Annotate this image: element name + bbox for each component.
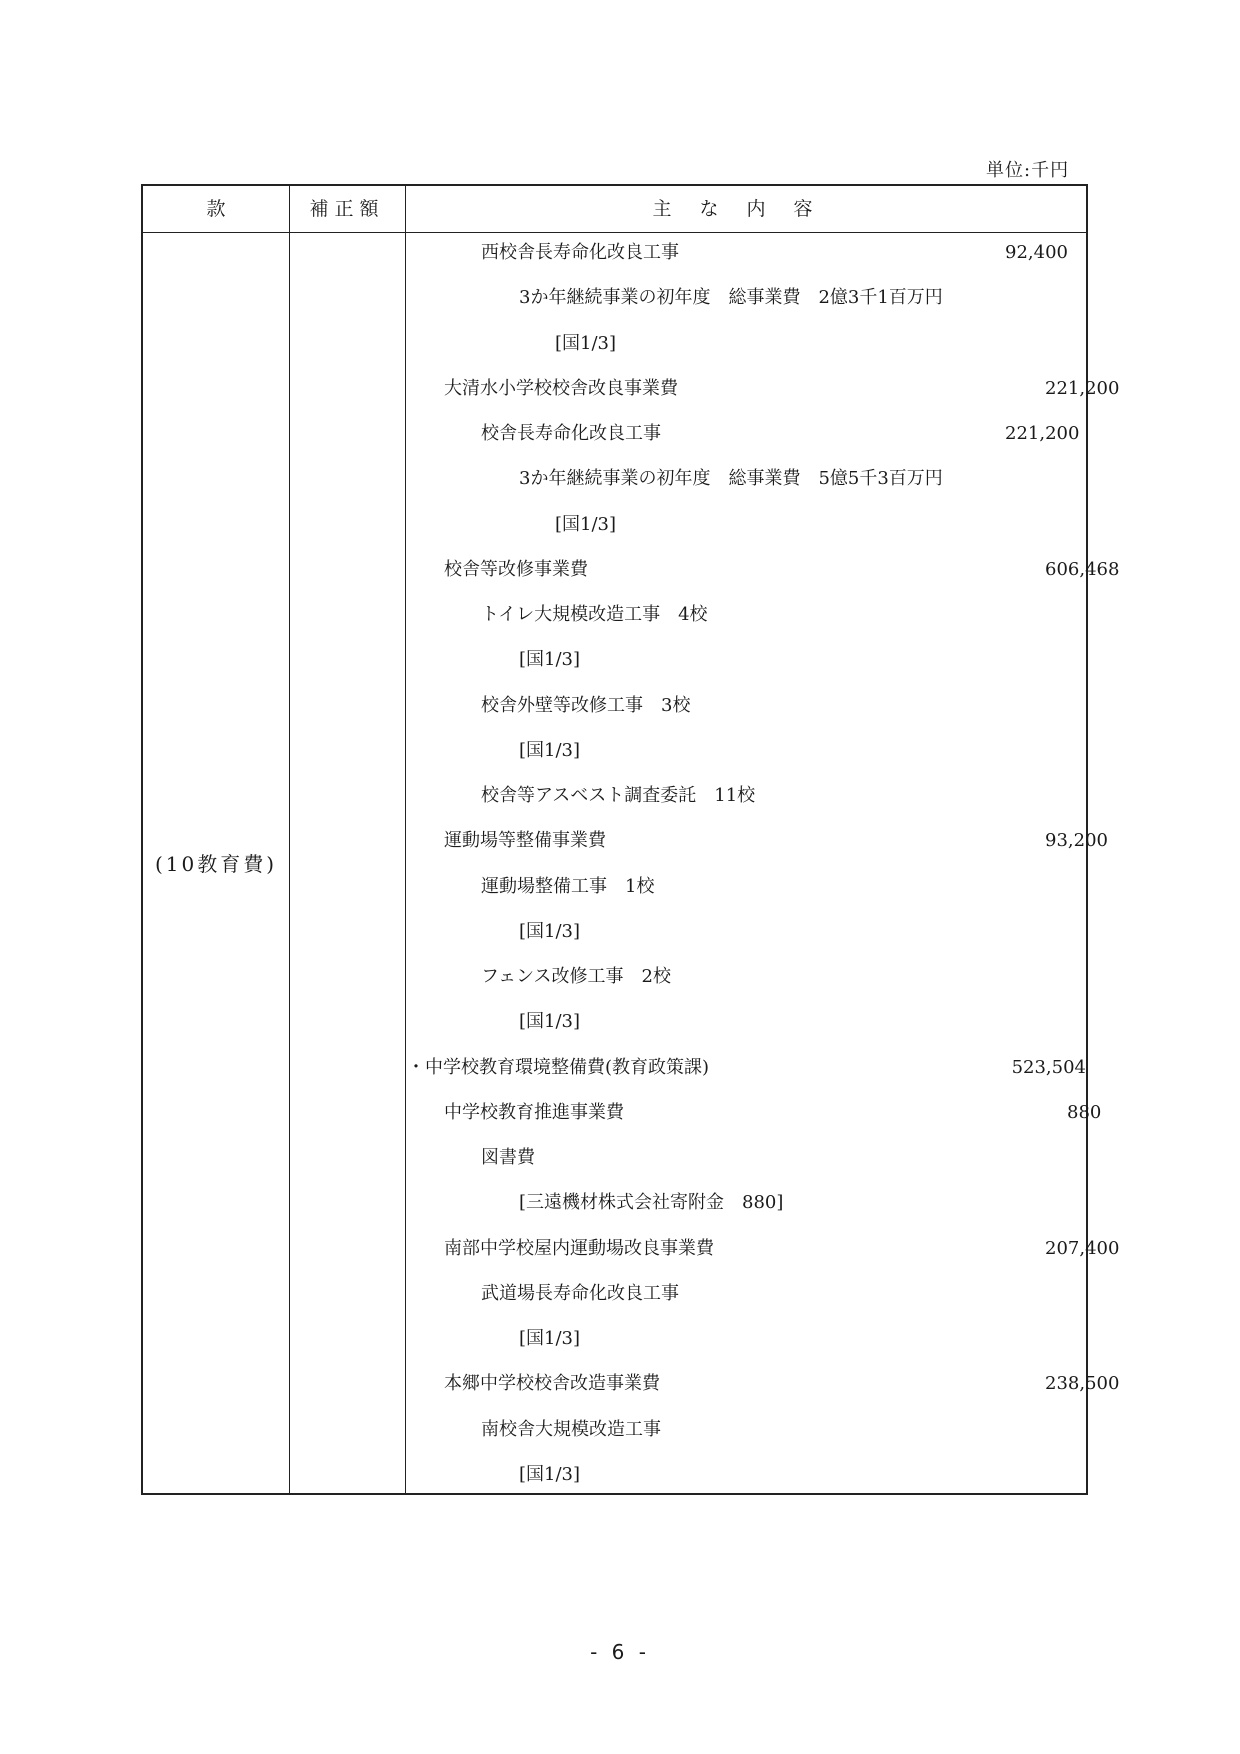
row-text: トイレ大規模改造工事 4校: [481, 604, 708, 625]
row-text: [国1/3]: [519, 1463, 581, 1485]
row-text: 南部中学校屋内運動場改良事業費: [444, 1237, 714, 1259]
row-value: 606,468: [1045, 558, 1120, 580]
content-row: [405, 911, 1088, 956]
row-text: 南校舎大規模改造工事: [481, 1418, 661, 1440]
content-row: [405, 775, 1088, 820]
content-row: [405, 1047, 1088, 1092]
content-row: [405, 1273, 1088, 1318]
row-text: 運動場等整備事業費: [444, 830, 606, 852]
row-text: [国1/3]: [519, 739, 581, 761]
row-text: 校舎外壁等改修工事 3校: [481, 694, 691, 716]
content-row: [405, 730, 1088, 775]
row-text: 武道場長寿命化改良工事: [481, 1282, 679, 1304]
content-row: [405, 594, 1088, 639]
content-row: [405, 1182, 1088, 1227]
row-value: 93,200: [1045, 830, 1108, 852]
content-row: [405, 1363, 1120, 1408]
content-row: [405, 1454, 1088, 1499]
row-text: [国1/3]: [519, 1328, 581, 1349]
content-row: [405, 1137, 1088, 1182]
content-row: [405, 549, 1120, 594]
row-text: [国1/3]: [519, 649, 581, 671]
row-text: 校舎等改修事業費: [444, 558, 588, 580]
content-row: [405, 1409, 1088, 1454]
row-text: [国1/3]: [519, 1011, 581, 1033]
row-value: 238,500: [1045, 1373, 1120, 1395]
header-amount: 補正額: [309, 198, 385, 220]
page-number: - 6 -: [590, 1640, 650, 1664]
row-text: [国1/3]: [555, 332, 617, 354]
row-text: 校舎長寿命化改良工事: [481, 423, 661, 444]
content-rows: [405, 232, 1120, 1499]
row-text: 校舎等アスベスト調査委託 11校: [481, 785, 756, 806]
content-row: [405, 1001, 1088, 1046]
row-text: 大清水小学校校舎改良事業費: [444, 377, 678, 399]
row-value: 880: [1067, 1101, 1102, 1123]
content-row: [405, 956, 1088, 1001]
row-text: フェンス改修工事 2校: [481, 966, 672, 987]
column-divider: [289, 186, 290, 1493]
content-row: [405, 368, 1120, 413]
content-row: [405, 685, 1088, 730]
row-value: 221,200: [1005, 423, 1080, 444]
content-row: [405, 504, 1088, 549]
header-kan: 款: [206, 198, 226, 220]
content-row: [405, 277, 1088, 322]
header-content: 主な内容: [652, 198, 841, 220]
row-text: 本郷中学校校舎改造事業費: [444, 1373, 660, 1395]
row-text: 運動場整備工事 1校: [481, 875, 655, 897]
row-text: 3か年継続事業の初年度 総事業費 5億5千3百万円: [519, 468, 943, 490]
content-row: [405, 1092, 1102, 1137]
row-text: [国1/3]: [519, 920, 581, 942]
row-text: 3か年継続事業の初年度 総事業費 2億3千1百万円: [519, 287, 943, 309]
budget-table: [141, 184, 1120, 1495]
row-text: ・中学校教育環境整備費(教育政策課): [407, 1056, 710, 1078]
content-row: [405, 458, 1088, 503]
row-value: 207,400: [1045, 1237, 1120, 1259]
kan-value: (10教育費): [154, 852, 278, 876]
row-text: 図書費: [481, 1147, 535, 1168]
row-text: 中学校教育推進事業費: [444, 1101, 624, 1123]
row-value: 221,200: [1045, 377, 1120, 399]
content-row: [405, 866, 1088, 911]
content-row: [405, 323, 1088, 368]
content-row: [405, 232, 1088, 277]
content-row: [405, 1318, 1088, 1363]
content-row: [405, 413, 1088, 458]
content-row: [405, 1228, 1120, 1273]
content-row: [405, 820, 1108, 865]
row-text: [三遠機材株式会社寄附金 880]: [519, 1192, 784, 1214]
unit-label: 単位:千円: [986, 160, 1070, 181]
row-value: 523,504: [1011, 1056, 1086, 1078]
content-row: [405, 639, 1088, 684]
row-text: 西校舎長寿命化改良工事: [481, 242, 679, 263]
row-value: 92,400: [1005, 242, 1068, 263]
row-text: [国1/3]: [555, 513, 617, 535]
